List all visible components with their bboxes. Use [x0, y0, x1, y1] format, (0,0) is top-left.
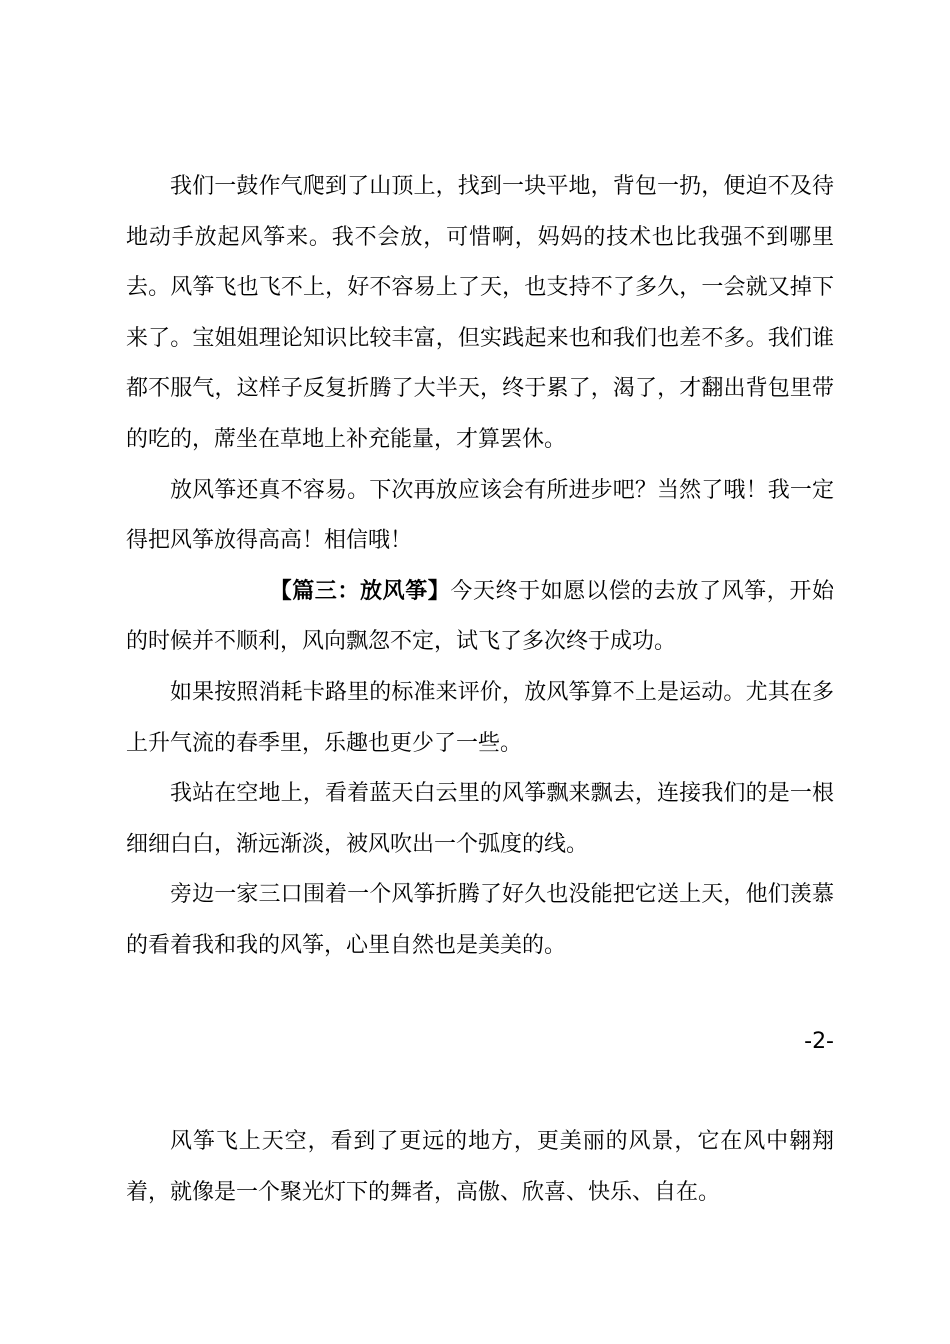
- paragraph-not-easy: 放风筝还真不容易。下次再放应该会有所进步吧？当然了哦！我一定得把风筝放得高高！相信哦！: [126, 477, 834, 554]
- section-title: 【篇三：放风筝】: [269, 578, 451, 604]
- page-2-body: [126, 162, 834, 972]
- paragraph-open-ground: 我站在空地上，看着蓝天白云里的风筝飘来飘去，连接我们的是一根细细白白，渐远渐淡，被风吹出一个弧度的线。: [126, 781, 834, 857]
- paragraph-kite-sky: 风筝飞上天空，看到了更远的地方，更美丽的风景，它在风中翱翔着，就像是一个聚光灯下的舞者，高傲、欣喜、快乐、自在。: [126, 1129, 834, 1205]
- page-3-body: [126, 1117, 834, 1218]
- page-number: -2-: [804, 1029, 834, 1054]
- paragraph-calories: 如果按照消耗卡路里的标准来评价，放风筝算不上是运动。尤其在多上升气流的春季里，乐趣也更少了一些。: [126, 679, 834, 756]
- paragraph-family: 旁边一家三口围着一个风筝折腾了好久也没能把它送上天，他们羡慕的看着我和我的风筝，心里自然也是美美的。: [126, 882, 834, 958]
- paragraph-mountain-top: 我们一鼓作气爬到了山顶上，找到一块平地，背包一扔，便迫不及待地动手放起风筝来。我不会放，可惜啊，妈妈的技术也比我强不到哪里去。风筝飞也飞不上，好不容易上了天，也支持不了多久，一会就又掉下来了。宝姐姐理论知识比较丰富，但实践起来也和我们也差不多。我们谁都不服气，这样子反复折腾了大半天，终于累了，渴了，才翻出背包里带的吃的，蓆坐在草地上补充能量，才算罢休。: [126, 174, 834, 452]
- section-first-text: 今天终于如愿以偿的去放了风筝，开始的时候并不顺利，风向飘忽不定，试飞了多次终于成功。: [126, 578, 834, 655]
- paragraph-section-three: [126, 567, 834, 668]
